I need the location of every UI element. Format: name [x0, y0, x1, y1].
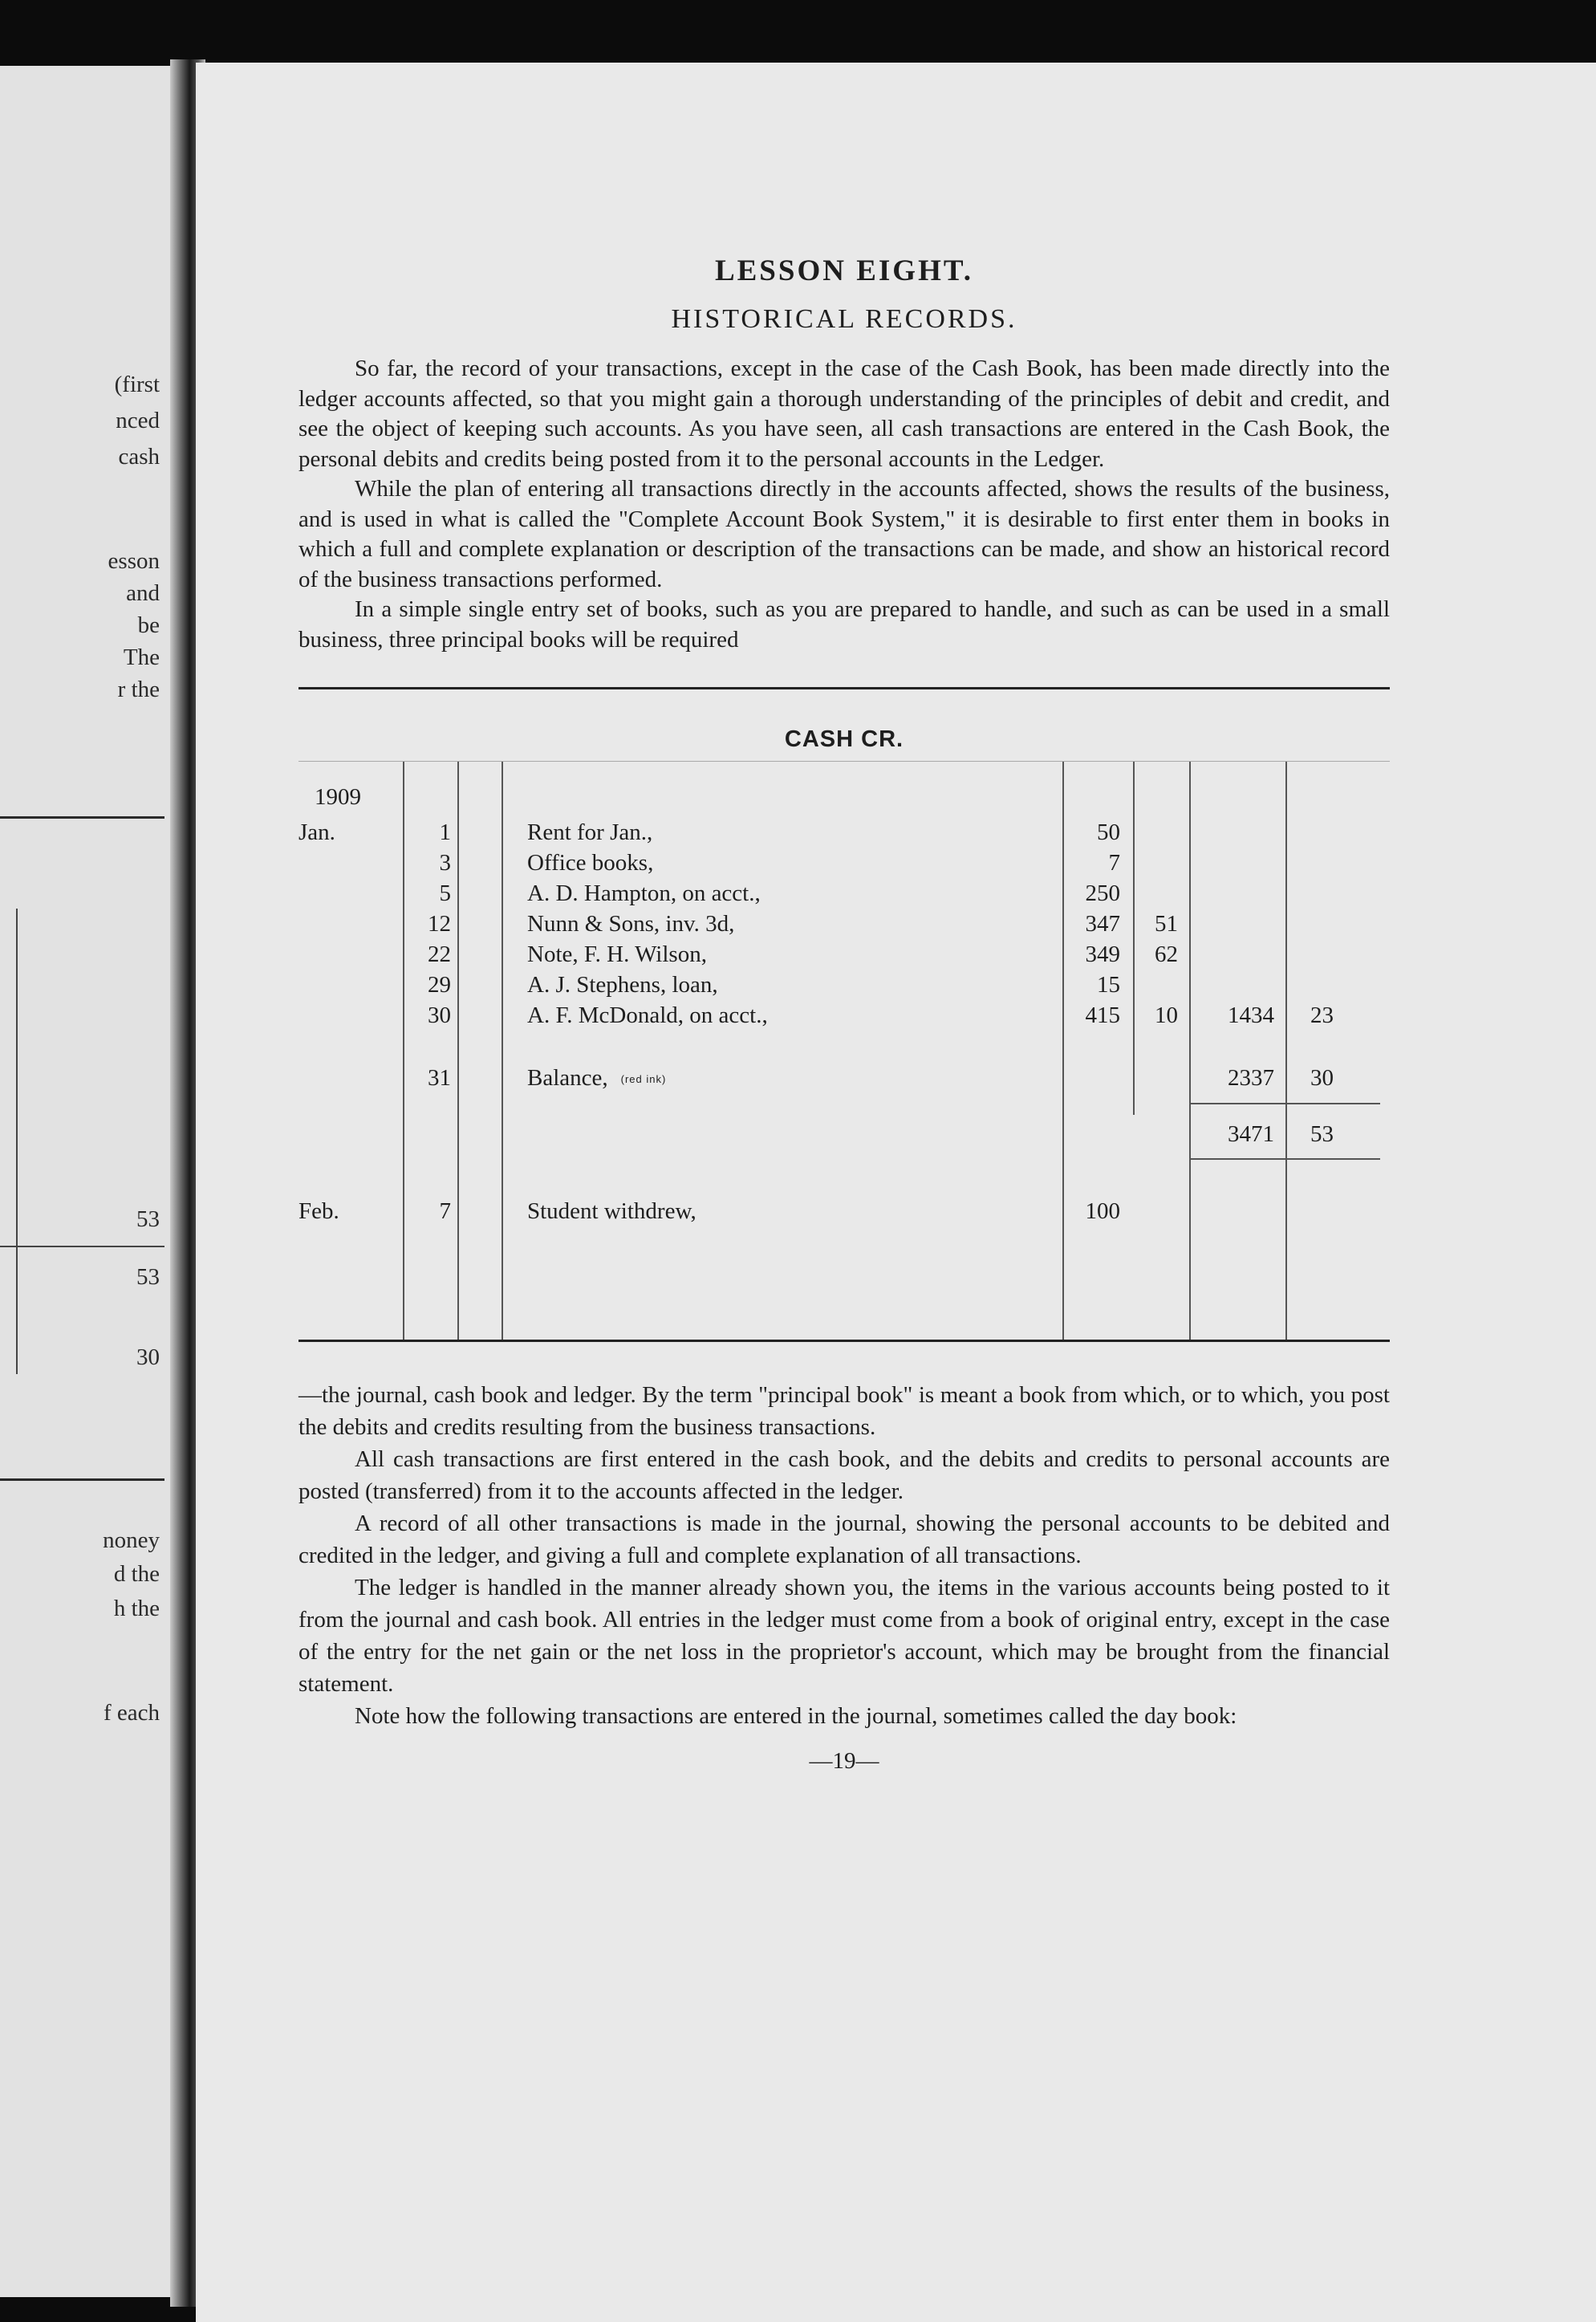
column-rule	[1189, 762, 1191, 1340]
intro-paragraph: So far, the record of your transactions, except in the case of the Cash Book, has been made directly into the ledger accounts affected, so that you might gain a thorough understanding of the principles of debit and credit, and see the object of keeping such accounts. As you have seen, all cash transactions are entered in the Cash Book, the personal debits and credits being posted from it to the personal accounts in the Ledger.	[298, 356, 1390, 472]
entry-day: 7	[439, 1198, 451, 1224]
month-label: Jan.	[298, 819, 335, 845]
cash-book-heading: CASH CR.	[784, 726, 904, 752]
entry-dollars: 347	[1085, 911, 1120, 937]
ledger-top-rule	[298, 687, 1390, 689]
column-rule	[457, 762, 459, 1340]
body-paragraph: All cash transactions are first entered in the cash book, and the debits and credits to personal accounts are posted (transferred) from it to the accounts affected in the ledger.	[298, 1446, 1390, 1504]
balance-total-dollars: 2337	[1228, 1065, 1274, 1091]
left-fragment: esson	[108, 548, 160, 574]
column-rule	[403, 762, 404, 1340]
page-number: —19—	[809, 1748, 879, 1774]
body-paragraph: A record of all other transactions is made in the journal, showing the personal accounts to be debited and credited in the ledger, and giving a full and complete explanation of all transactions.	[298, 1511, 1390, 1568]
ledger-bottom-rule	[298, 1340, 1390, 1342]
entry-dollars: 50	[1097, 819, 1120, 845]
entry-day: 3	[439, 850, 451, 876]
grand-total-dollars: 3471	[1228, 1121, 1274, 1147]
entry-description: A. F. McDonald, on acct.,	[527, 1002, 768, 1028]
left-fragment: nced	[116, 408, 160, 433]
entry-cents: 10	[1155, 1002, 1178, 1028]
total-rule	[1191, 1158, 1380, 1160]
entry-description: Rent for Jan.,	[527, 819, 653, 845]
column-rule	[1062, 762, 1064, 1340]
balance-label: Balance,	[527, 1065, 608, 1091]
lower-text	[298, 1379, 1390, 1732]
year-label: 1909	[315, 784, 361, 810]
entry-description: Note, F. H. Wilson,	[527, 941, 707, 967]
month-label: Feb.	[298, 1198, 339, 1224]
left-rule	[0, 816, 164, 819]
cash-book-ledger	[298, 761, 1390, 1340]
left-rule	[0, 1478, 164, 1481]
left-rule	[0, 1246, 164, 1247]
entry-dollars: 349	[1085, 941, 1120, 967]
entry-cents: 62	[1155, 941, 1178, 967]
entry-day: 29	[428, 972, 451, 998]
left-fragment: (first	[114, 372, 160, 397]
left-fragment: 53	[136, 1206, 160, 1232]
entry-dollars: 7	[1108, 850, 1120, 876]
balance-total-cents: 30	[1310, 1065, 1334, 1091]
entry-description: Office books,	[527, 850, 654, 876]
balance-day: 31	[428, 1065, 451, 1091]
left-fragment: be	[137, 612, 160, 638]
left-fragment: d the	[113, 1561, 160, 1587]
total-rule	[1191, 1103, 1380, 1104]
left-fragment: cash	[118, 444, 160, 470]
entry-dollars: 250	[1085, 880, 1120, 906]
page-content	[298, 201, 1390, 1775]
left-page-fragment	[0, 66, 181, 2297]
entry-description: Nunn & Sons, inv. 3d,	[527, 911, 735, 937]
grand-total-cents: 53	[1310, 1121, 1334, 1147]
column-rule	[502, 762, 503, 1340]
left-fragment: f each	[103, 1700, 160, 1726]
lesson-subtitle: HISTORICAL RECORDS.	[671, 304, 1017, 334]
left-fragment: 53	[136, 1264, 160, 1290]
left-fragment: h the	[113, 1596, 160, 1621]
balance-description	[527, 1065, 666, 1092]
intro-paragraph: In a simple single entry set of books, such as you are prepared to handle, and such as can be used in a small business, three principal books will be required	[298, 596, 1390, 653]
left-fragment: and	[126, 580, 160, 606]
entry-cents: 51	[1155, 911, 1178, 937]
entry-description: Student withdrew,	[527, 1198, 696, 1224]
entry-description: A. J. Stephens, loan,	[527, 972, 718, 998]
left-column-line	[16, 909, 18, 1374]
entry-dollars: 15	[1097, 972, 1120, 998]
entry-total-cents: 23	[1310, 1002, 1334, 1028]
entry-dollars: 100	[1085, 1198, 1120, 1224]
entry-day: 30	[428, 1002, 451, 1028]
left-fragment: noney	[103, 1527, 160, 1553]
entry-day: 22	[428, 941, 451, 967]
entry-day: 12	[428, 911, 451, 937]
entry-day: 1	[439, 819, 451, 845]
left-fragment: r the	[117, 677, 160, 702]
body-paragraph: The ledger is handled in the manner already shown you, the items in the various accounts being posted to it from the journal and cash book. All entries in the ledger must come from a book of original entry, except in the case of the entry for the net gain or the net loss in the proprietor's account, which may be brought from the financial statement.	[298, 1575, 1390, 1697]
left-fragment: The	[123, 645, 160, 670]
entry-total-dollars: 1434	[1228, 1002, 1274, 1028]
body-paragraph: Note how the following transactions are entered in the journal, sometimes called the day book:	[355, 1703, 1237, 1729]
intro-paragraph: While the plan of entering all transactions directly in the accounts affected, shows the results of the business, and is used in what is called the "Complete Account Book System," it is desirable to first enter them in books in which a full and complete explanation or description of the transactions can be made, and show an historical record of the business transactions performed.	[298, 476, 1390, 592]
red-ink-note: (red ink)	[620, 1073, 667, 1086]
column-rule	[1285, 762, 1287, 1340]
column-rule	[1133, 762, 1135, 1115]
entry-description: A. D. Hampton, on acct.,	[527, 880, 761, 906]
left-fragment: 30	[136, 1344, 160, 1370]
lesson-title: LESSON EIGHT.	[714, 254, 974, 287]
entry-day: 5	[439, 880, 451, 906]
entry-dollars: 415	[1085, 1002, 1120, 1028]
body-paragraph: —the journal, cash book and ledger. By the term "principal book" is meant a book from which, or to which, you post the debits and credits resulting from the business transactions.	[298, 1382, 1390, 1440]
